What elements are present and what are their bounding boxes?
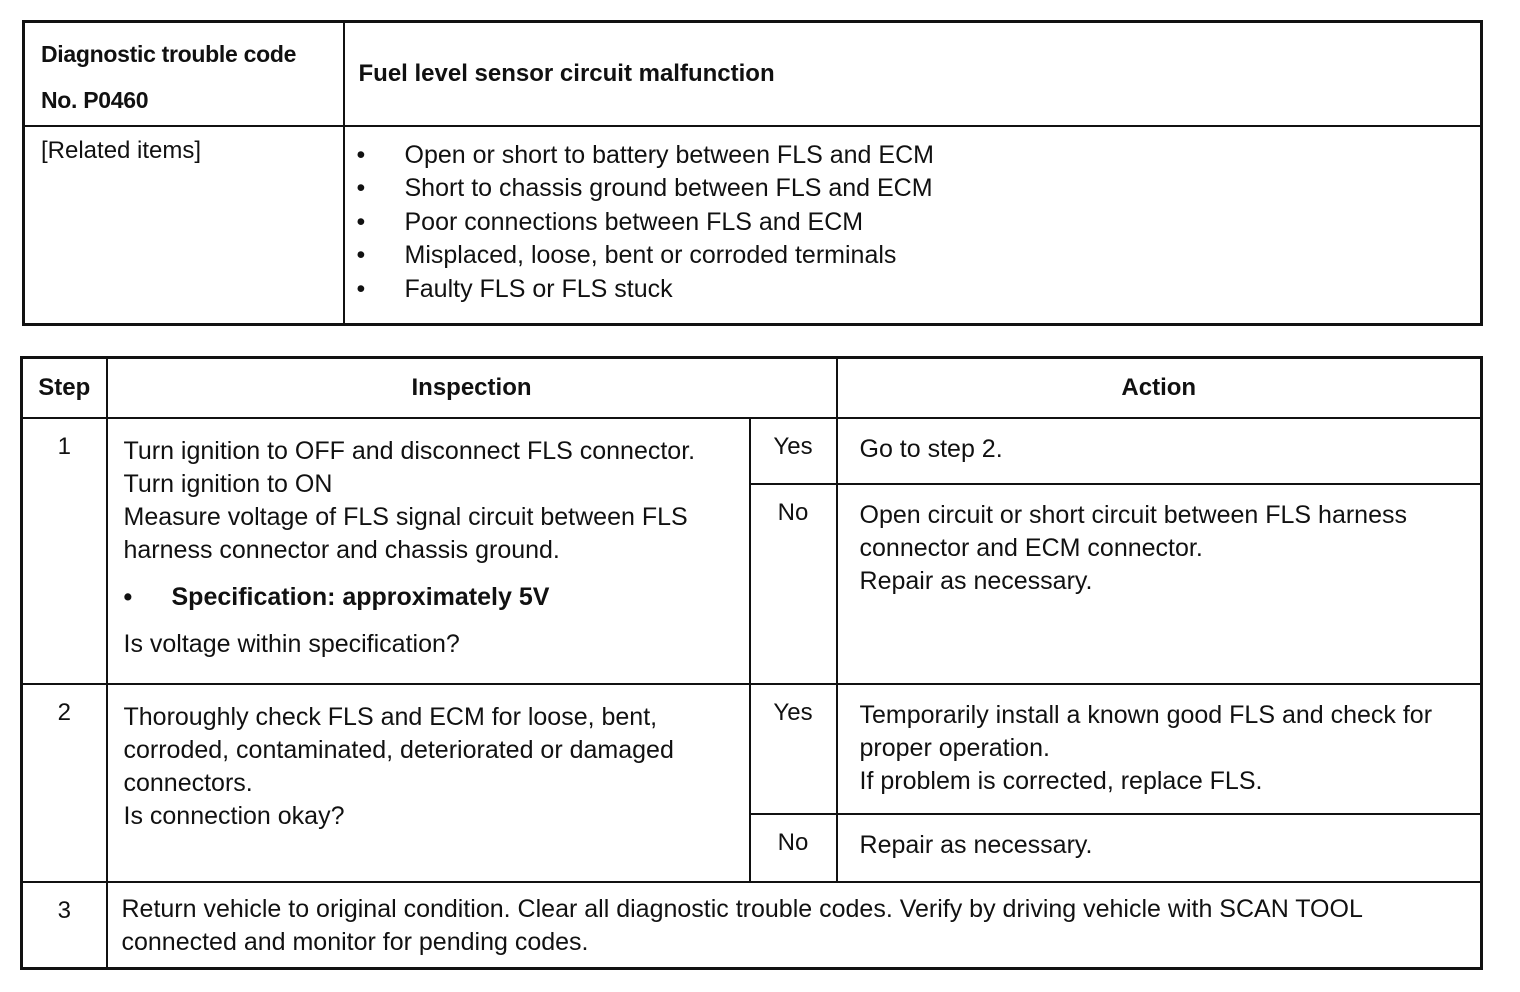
- yes-action: Temporarily install a known good FLS and check for proper operation. If problem is corrected, replace FLS.: [837, 684, 1482, 814]
- step-final-text: Return vehicle to original condition. Clear all diagnostic trouble codes. Verify by driving vehicle with SCAN TOOL connected and monitor for pending codes.: [107, 882, 1482, 968]
- list-item: • Open or short to battery between FLS and ECM: [357, 139, 1481, 172]
- list-item: • Faulty FLS or FLS stuck: [357, 273, 1481, 306]
- list-item: • Misplaced, loose, bent or corroded terminals: [357, 239, 1481, 272]
- step-number: 3: [22, 882, 107, 968]
- no-label: No: [750, 484, 837, 684]
- related-items-label: [Related items]: [24, 126, 344, 325]
- diagnostic-steps-table: [20, 356, 1483, 970]
- specification: • Specification: approximately 5V: [124, 581, 735, 614]
- bullet-icon: •: [356, 241, 366, 270]
- no-action: Open circuit or short circuit between FLS harness connector and ECM connector. Repair as necessary.: [837, 484, 1482, 684]
- dtc-code-row: [24, 22, 1482, 127]
- no-action: Repair as necessary.: [837, 814, 1482, 882]
- step-question: Is voltage within specification?: [123, 630, 460, 658]
- step-number: 2: [22, 684, 107, 882]
- steps-header-row: [22, 358, 1482, 419]
- step-number: 1: [22, 418, 107, 684]
- bullet-icon: •: [356, 174, 366, 203]
- related-items-row: [24, 126, 1482, 325]
- yes-label: Yes: [750, 684, 837, 814]
- step-column-header: Step: [22, 358, 107, 419]
- dtc-code-label: Diagnostic trouble code: [41, 41, 297, 67]
- bullet-icon: •: [356, 274, 366, 303]
- yes-action: Go to step 2.: [837, 418, 1482, 484]
- list-item: • Short to chassis ground between FLS and ECM: [357, 172, 1481, 205]
- bullet-icon: •: [123, 583, 133, 611]
- table-row: [22, 882, 1482, 968]
- dtc-code-cell: [24, 22, 344, 127]
- no-label: No: [750, 814, 837, 882]
- bullet-icon: •: [356, 141, 366, 169]
- step-inspection: Thoroughly check FLS and ECM for loose, bent, corroded, contaminated, deteriorated or damaged connectors. Is connection okay?: [107, 684, 750, 882]
- table-row: [22, 684, 1482, 814]
- dtc-header-table: [22, 20, 1483, 326]
- action-column-header: Action: [837, 358, 1482, 419]
- yes-label: Yes: [750, 418, 837, 484]
- dtc-title: Fuel level sensor circuit malfunction: [344, 22, 1482, 127]
- list-item: • Poor connections between FLS and ECM: [357, 206, 1481, 239]
- step-inspection: Turn ignition to OFF and disconnect FLS connector. Turn ignition to ON Measure voltage of FLS signal circuit between FLS harness connector and chassis ground. • Specification: approximately 5V Is voltage within specification?: [107, 418, 750, 684]
- related-items-cell: [344, 126, 1482, 325]
- inspection-column-header: Inspection: [107, 358, 837, 419]
- related-items-list: [345, 127, 1481, 306]
- table-row: [22, 418, 1482, 484]
- dtc-code-number: No. P0460: [41, 87, 149, 113]
- bullet-icon: •: [356, 207, 366, 236]
